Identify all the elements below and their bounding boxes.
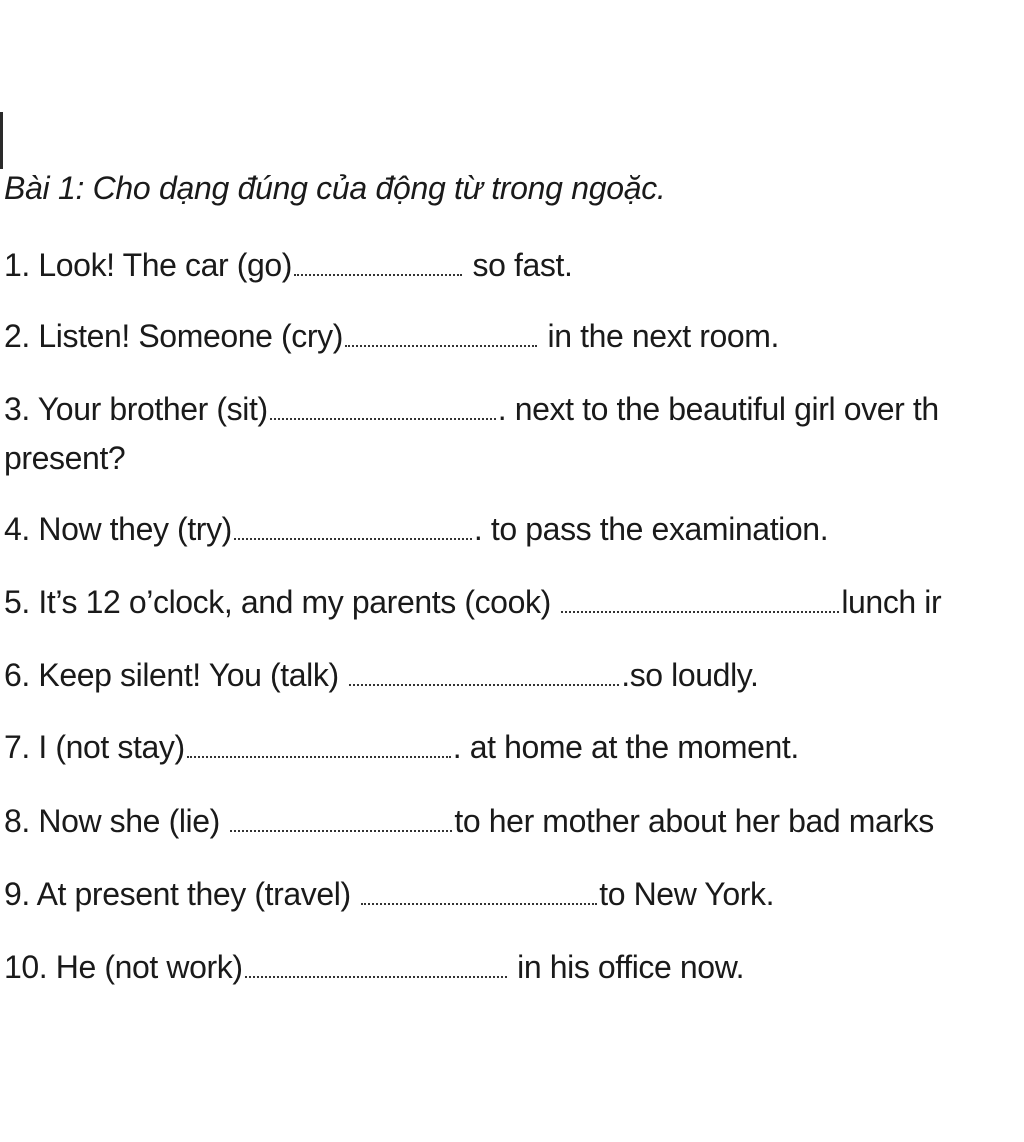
item-6-blank[interactable] bbox=[349, 680, 619, 686]
exercise-item-6 bbox=[4, 657, 759, 694]
item-4-prompt: 4. Now they (try) bbox=[4, 511, 232, 547]
item-3-blank[interactable] bbox=[270, 414, 496, 420]
item-1-blank[interactable] bbox=[294, 270, 462, 276]
item-4-blank[interactable] bbox=[234, 534, 472, 540]
item-10-prompt: 10. He (not work) bbox=[4, 949, 243, 985]
item-9-blank[interactable] bbox=[361, 899, 597, 905]
item-3-rest: . next to the beautiful girl over th bbox=[497, 391, 939, 427]
item-3-continuation: present? bbox=[4, 440, 126, 476]
item-10-rest: in his office now. bbox=[508, 949, 745, 985]
exercise-item-9 bbox=[4, 876, 774, 913]
item-10-blank[interactable] bbox=[245, 972, 507, 978]
exercise-item-7 bbox=[4, 729, 799, 766]
item-3-prompt: 3. Your brother (sit) bbox=[4, 391, 268, 427]
item-7-rest: . at home at the moment. bbox=[452, 729, 799, 765]
item-1-rest: so fast. bbox=[464, 247, 573, 283]
exercise-item-10 bbox=[4, 949, 744, 986]
item-5-prompt: 5. It’s 12 o’clock, and my parents (cook) bbox=[4, 584, 560, 620]
item-5-rest: lunch ir bbox=[841, 584, 942, 620]
exercise-item-5 bbox=[4, 584, 941, 621]
item-2-blank[interactable] bbox=[345, 341, 537, 347]
exercise-title: Bài 1: Cho dạng đúng của động từ trong ngoặc. bbox=[4, 170, 666, 206]
item-9-rest: to New York. bbox=[599, 876, 775, 912]
item-5-blank[interactable] bbox=[561, 607, 839, 613]
item-2-rest: in the next room. bbox=[539, 318, 780, 354]
item-8-blank[interactable] bbox=[230, 826, 452, 832]
item-8-prompt: 8. Now she (lie) bbox=[4, 803, 229, 839]
exercise-item-2 bbox=[4, 318, 779, 355]
item-7-prompt: 7. I (not stay) bbox=[4, 729, 185, 765]
worksheet bbox=[4, 0, 1024, 1142]
item-1-prompt: 1. Look! The car (go) bbox=[4, 247, 293, 283]
item-9-prompt: 9. At present they (travel) bbox=[4, 876, 360, 912]
item-7-blank[interactable] bbox=[187, 752, 451, 758]
item-4-rest: . to pass the examination. bbox=[473, 511, 829, 547]
exercise-item-4 bbox=[4, 511, 828, 548]
item-6-rest: .so loudly. bbox=[621, 657, 759, 693]
item-6-prompt: 6. Keep silent! You (talk) bbox=[4, 657, 348, 693]
exercise-item-1 bbox=[4, 247, 573, 284]
exercise-item-3 bbox=[4, 391, 939, 428]
item-8-rest: to her mother about her bad marks bbox=[454, 803, 934, 839]
item-2-prompt: 2. Listen! Someone (cry) bbox=[4, 318, 343, 354]
exercise-item-8 bbox=[4, 803, 934, 840]
text-cursor bbox=[0, 112, 3, 169]
